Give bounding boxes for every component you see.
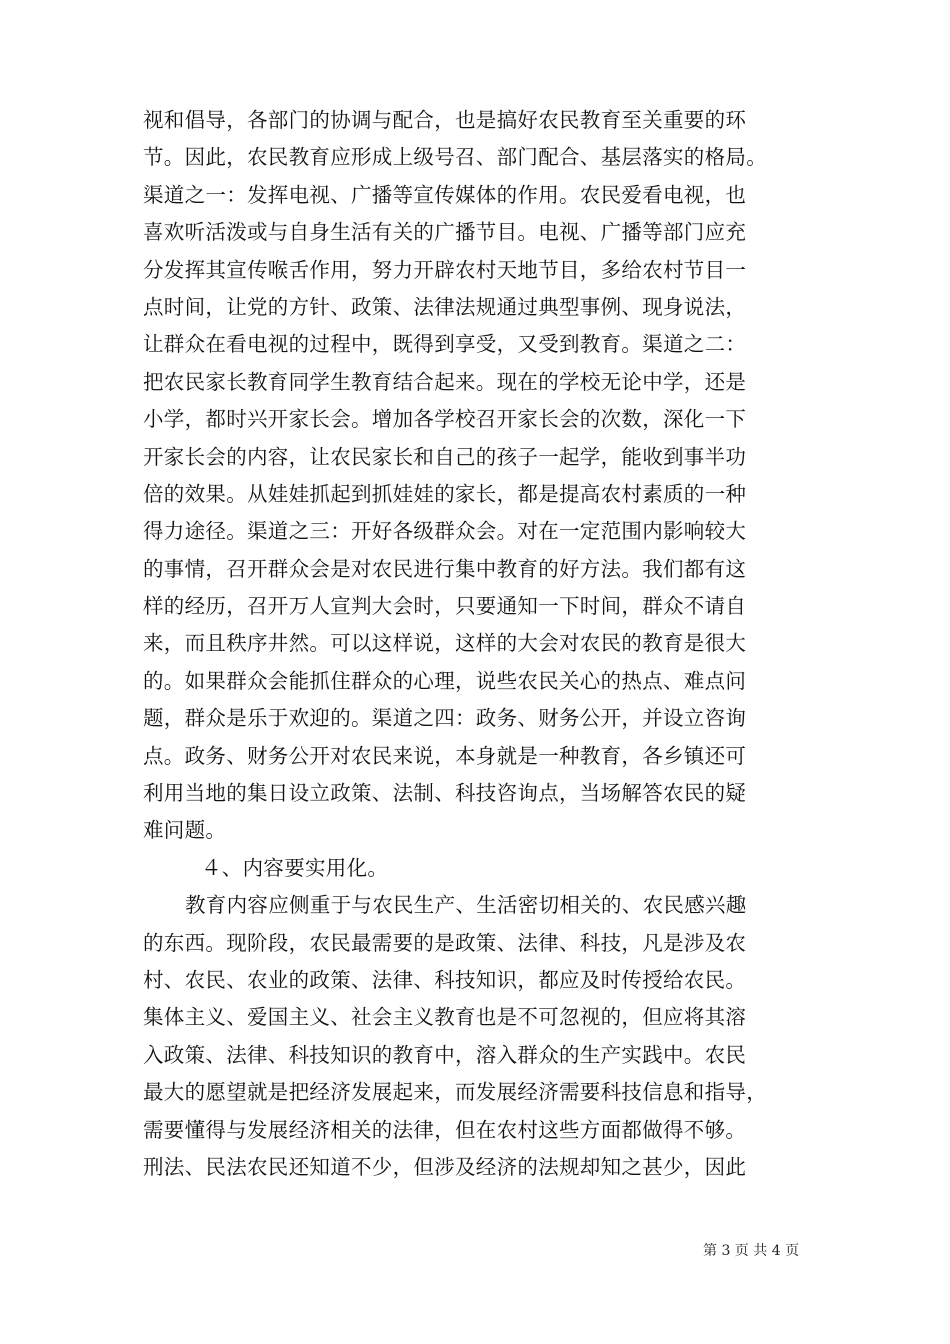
text-line: 让群众在看电视的过程中，既得到享受，又受到教育。渠道之二： bbox=[143, 332, 747, 357]
page-number-footer: 第 3 页 共 4 页 bbox=[703, 1243, 800, 1259]
paragraph-line: 村、农民、农业的政策、法律、科技知识，都应及时传授给农民。 bbox=[143, 967, 747, 992]
text-line: 小学，都时兴开家长会。增加各学校召开家长会的次数，深化一下 bbox=[143, 407, 747, 432]
paragraph-line: 入政策、法律、科技知识的教育中，溶入群众的生产实践中。农民 bbox=[143, 1042, 747, 1067]
text-line: 渠道之一：发挥电视、广播等宣传媒体的作用。农民爱看电视，也 bbox=[143, 182, 747, 207]
text-line: 的。如果群众会能抓住群众的心理，说些农民关心的热点、难点问 bbox=[143, 668, 747, 693]
text-line: 来，而且秩序井然。可以这样说，这样的大会对农民的教育是很大 bbox=[143, 631, 747, 656]
paragraph-line: 教育内容应侧重于与农民生产、生活密切相关的、农民感兴趣 bbox=[185, 893, 747, 918]
section-heading: ４、内容要实用化。 bbox=[201, 855, 389, 880]
paragraph-line: 需要懂得与发展经济相关的法律，但在农村这些方面都做得不够。 bbox=[143, 1117, 747, 1142]
text-line: 倍的效果。从娃娃抓起到抓娃娃的家长，都是提高农村素质的一种 bbox=[143, 481, 747, 506]
paragraph-line: 最大的愿望就是把经济发展起来，而发展经济需要科技信息和指导， bbox=[143, 1080, 767, 1105]
text-line: 利用当地的集日设立政策、法制、科技咨询点，当场解答农民的疑 bbox=[143, 781, 747, 806]
text-line: 开家长会的内容，让农民家长和自己的孩子一起学，能收到事半功 bbox=[143, 444, 747, 469]
text-line: 题，群众是乐于欢迎的。渠道之四：政务、财务公开，并设立咨询 bbox=[143, 706, 747, 731]
body-text bbox=[143, 102, 823, 1186]
text-line: 视和倡导，各部门的协调与配合，也是搞好农民教育至关重要的环 bbox=[143, 108, 747, 132]
paragraph-line: 刑法、民法农民还知道不少，但涉及经济的法规却知之甚少，因此 bbox=[143, 1154, 747, 1179]
text-line: 把农民家长教育同学生教育结合起来。现在的学校无论中学，还是 bbox=[143, 369, 747, 394]
text-line: 难问题。 bbox=[143, 818, 227, 843]
text-line: 分发挥其宣传喉舌作用，努力开辟农村天地节目，多给农村节目一 bbox=[143, 257, 747, 282]
paragraph-line: 集体主义、爱国主义、社会主义教育也是不可忽视的，但应将其溶 bbox=[143, 1005, 747, 1030]
text-line: 点时间，让党的方针、政策、法律法规通过典型事例、现身说法， bbox=[143, 294, 747, 319]
text-line: 得力途径。渠道之三：开好各级群众会。对在一定范围内影响较大 bbox=[143, 519, 747, 544]
text-line: 样的经历，召开万人宣判大会时，只要通知一下时间，群众不请自 bbox=[143, 594, 747, 619]
paragraph-line: 的东西。现阶段，农民最需要的是政策、法律、科技，凡是涉及农 bbox=[143, 930, 747, 955]
text-line: 点。政务、财务公开对农民来说，本身就是一种教育，各乡镇还可 bbox=[143, 743, 747, 768]
text-line: 的事情，召开群众会是对农民进行集中教育的好方法。我们都有这 bbox=[143, 556, 747, 581]
text-line: 喜欢听活泼或与自身生活有关的广播节目。电视、广播等部门应充 bbox=[143, 220, 747, 245]
text-line: 节。因此，农民教育应形成上级号召、部门配合、基层落实的格局。 bbox=[143, 145, 767, 170]
